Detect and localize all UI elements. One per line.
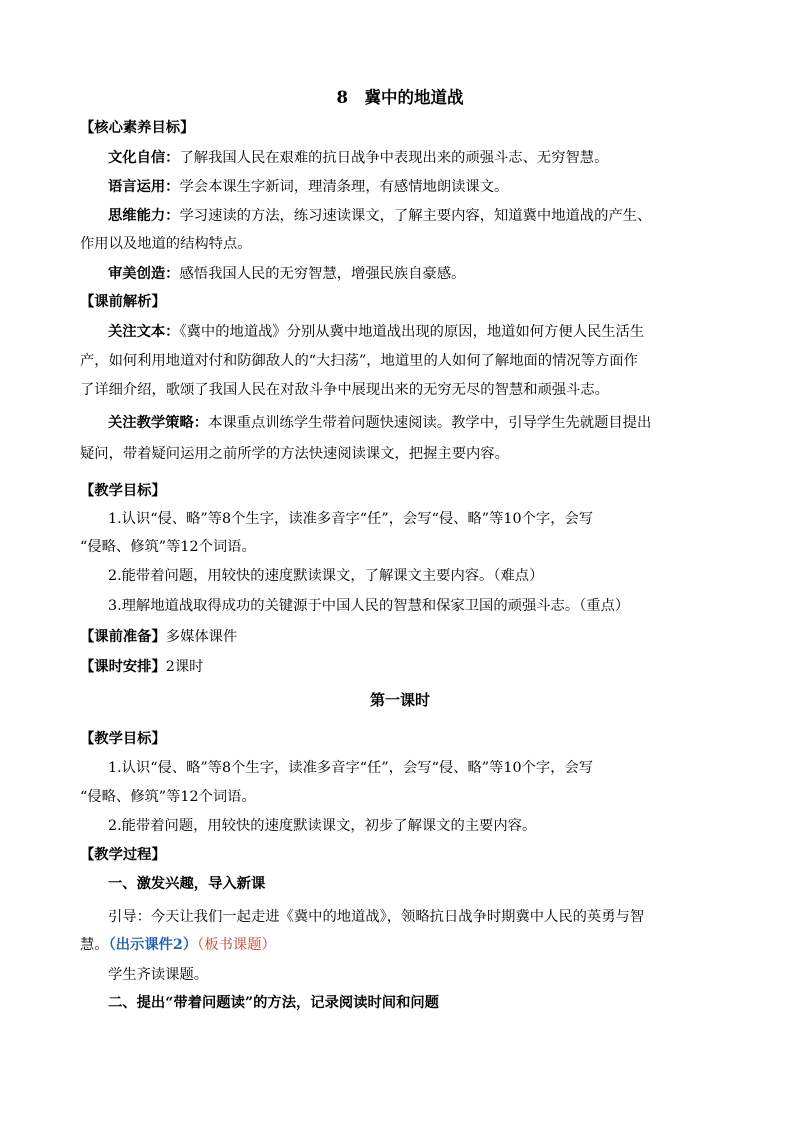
section-header-process: 【教学过程】 xyxy=(80,847,166,863)
lesson-objective-item-continued: “侵略、修筑”等12个词语。 xyxy=(80,789,256,805)
goal-text: 了解我国人民在艰难的抗日战争中表现出来的顽强斗志、无穷智慧。 xyxy=(179,150,609,166)
document-title: 8 冀中的地道战 xyxy=(336,88,464,107)
section-header-objectives: 【教学目标】 xyxy=(80,483,166,499)
goal-text: 感悟我国人民的无穷智慧，增强民族自豪感。 xyxy=(179,266,466,282)
objective-item-continued: “侵略、修筑”等12个词语。 xyxy=(80,539,256,555)
analysis-text-line: 了详细介绍，歌颂了我国人民在对敌斗争中展现出来的无穷无尽的智慧和顽强斗志。 xyxy=(80,382,609,398)
analysis-text-body: 《冀中的地道战》分别从冀中地道战出现的原因，地道如何方便人民生活生 xyxy=(179,324,645,340)
analysis-text-label: 关注文本： xyxy=(108,324,180,340)
objective-item: 1.认识“侵、略”等8个生字，读准多音字“任”，会写“侵、略”等10个字，会写 xyxy=(108,511,594,527)
courseware-note: （出示课件2） xyxy=(108,937,198,953)
section-header-analysis: 【课前解析】 xyxy=(80,294,166,310)
schedule-line xyxy=(80,657,203,677)
goal-label: 审美创造： xyxy=(108,266,180,282)
board-note: （板书课题） xyxy=(197,937,276,953)
goal-language xyxy=(108,177,508,197)
lesson-title: 第一课时 xyxy=(369,691,430,709)
goal-text: 学会本课生字新词，理清条理，有感情地朗读课文。 xyxy=(179,179,509,195)
prep-value: 多媒体课件 xyxy=(165,629,238,645)
prep-label: 【课前准备】 xyxy=(80,629,166,645)
goal-label: 文化自信： xyxy=(108,150,180,166)
process-intro-line xyxy=(80,935,276,955)
process-intro-line: 引导：今天让我们一起走进《冀中的地道战》，领略抗日战争时期冀中人民的英勇与智 xyxy=(108,909,645,925)
process-read-line: 学生齐读课题。 xyxy=(108,967,209,983)
goal-thinking xyxy=(108,206,651,226)
goal-thinking-continued: 作用以及地道的结构特点。 xyxy=(80,236,252,252)
analysis-text-line: 产，如何利用地道对付和防御敌人的“大扫荡”，地道里的人如何了解地面的情况等方面作 xyxy=(80,353,638,369)
analysis-strategy-label: 关注教学策略： xyxy=(108,415,209,431)
goal-culture xyxy=(108,148,608,168)
prep-line xyxy=(80,627,237,647)
analysis-strategy-line: 疑问，带着疑问运用之前所学的方法快速阅读课文，把握主要内容。 xyxy=(80,446,509,462)
analysis-strategy-line xyxy=(108,413,651,433)
process-step-heading: 一、激发兴趣，导入新课 xyxy=(108,876,266,892)
lesson-objective-item: 1.认识“侵、略”等8个生字，读准多音字“任”，会写“侵、略”等10个字，会写 xyxy=(108,760,594,776)
process-step-heading: 二、提出“带着问题读”的方法，记录阅读时间和问题 xyxy=(108,995,439,1011)
objective-item: 3.理解地道战取得成功的关键源于中国人民的智慧和保家卫国的顽强斗志。（重点） xyxy=(108,598,630,614)
lesson-objective-item: 2.能带着问题，用较快的速度默读课文，初步了解课文的主要内容。 xyxy=(108,818,537,834)
schedule-value: 2课时 xyxy=(165,659,204,675)
goal-label: 思维能力： xyxy=(108,208,180,224)
section-header-core-goals: 【核心素养目标】 xyxy=(80,120,195,136)
schedule-label: 【课时安排】 xyxy=(80,659,166,675)
goal-aesthetic xyxy=(108,264,465,284)
analysis-strategy-body: 本课重点训练学生带着问题快速阅读。教学中，引导学生先就题目提出 xyxy=(208,415,652,431)
objective-item: 2.能带着问题，用较快的速度默读课文，了解课文主要内容。（难点） xyxy=(108,568,544,584)
analysis-text-line xyxy=(108,322,644,342)
section-header-lesson-objectives: 【教学目标】 xyxy=(80,731,166,747)
process-intro-end: 慧。 xyxy=(80,937,109,953)
goal-text: 学习速读的方法，练习速读课文，了解主要内容，知道冀中地道战的产生、 xyxy=(179,208,652,224)
goal-label: 语言运用： xyxy=(108,179,180,195)
